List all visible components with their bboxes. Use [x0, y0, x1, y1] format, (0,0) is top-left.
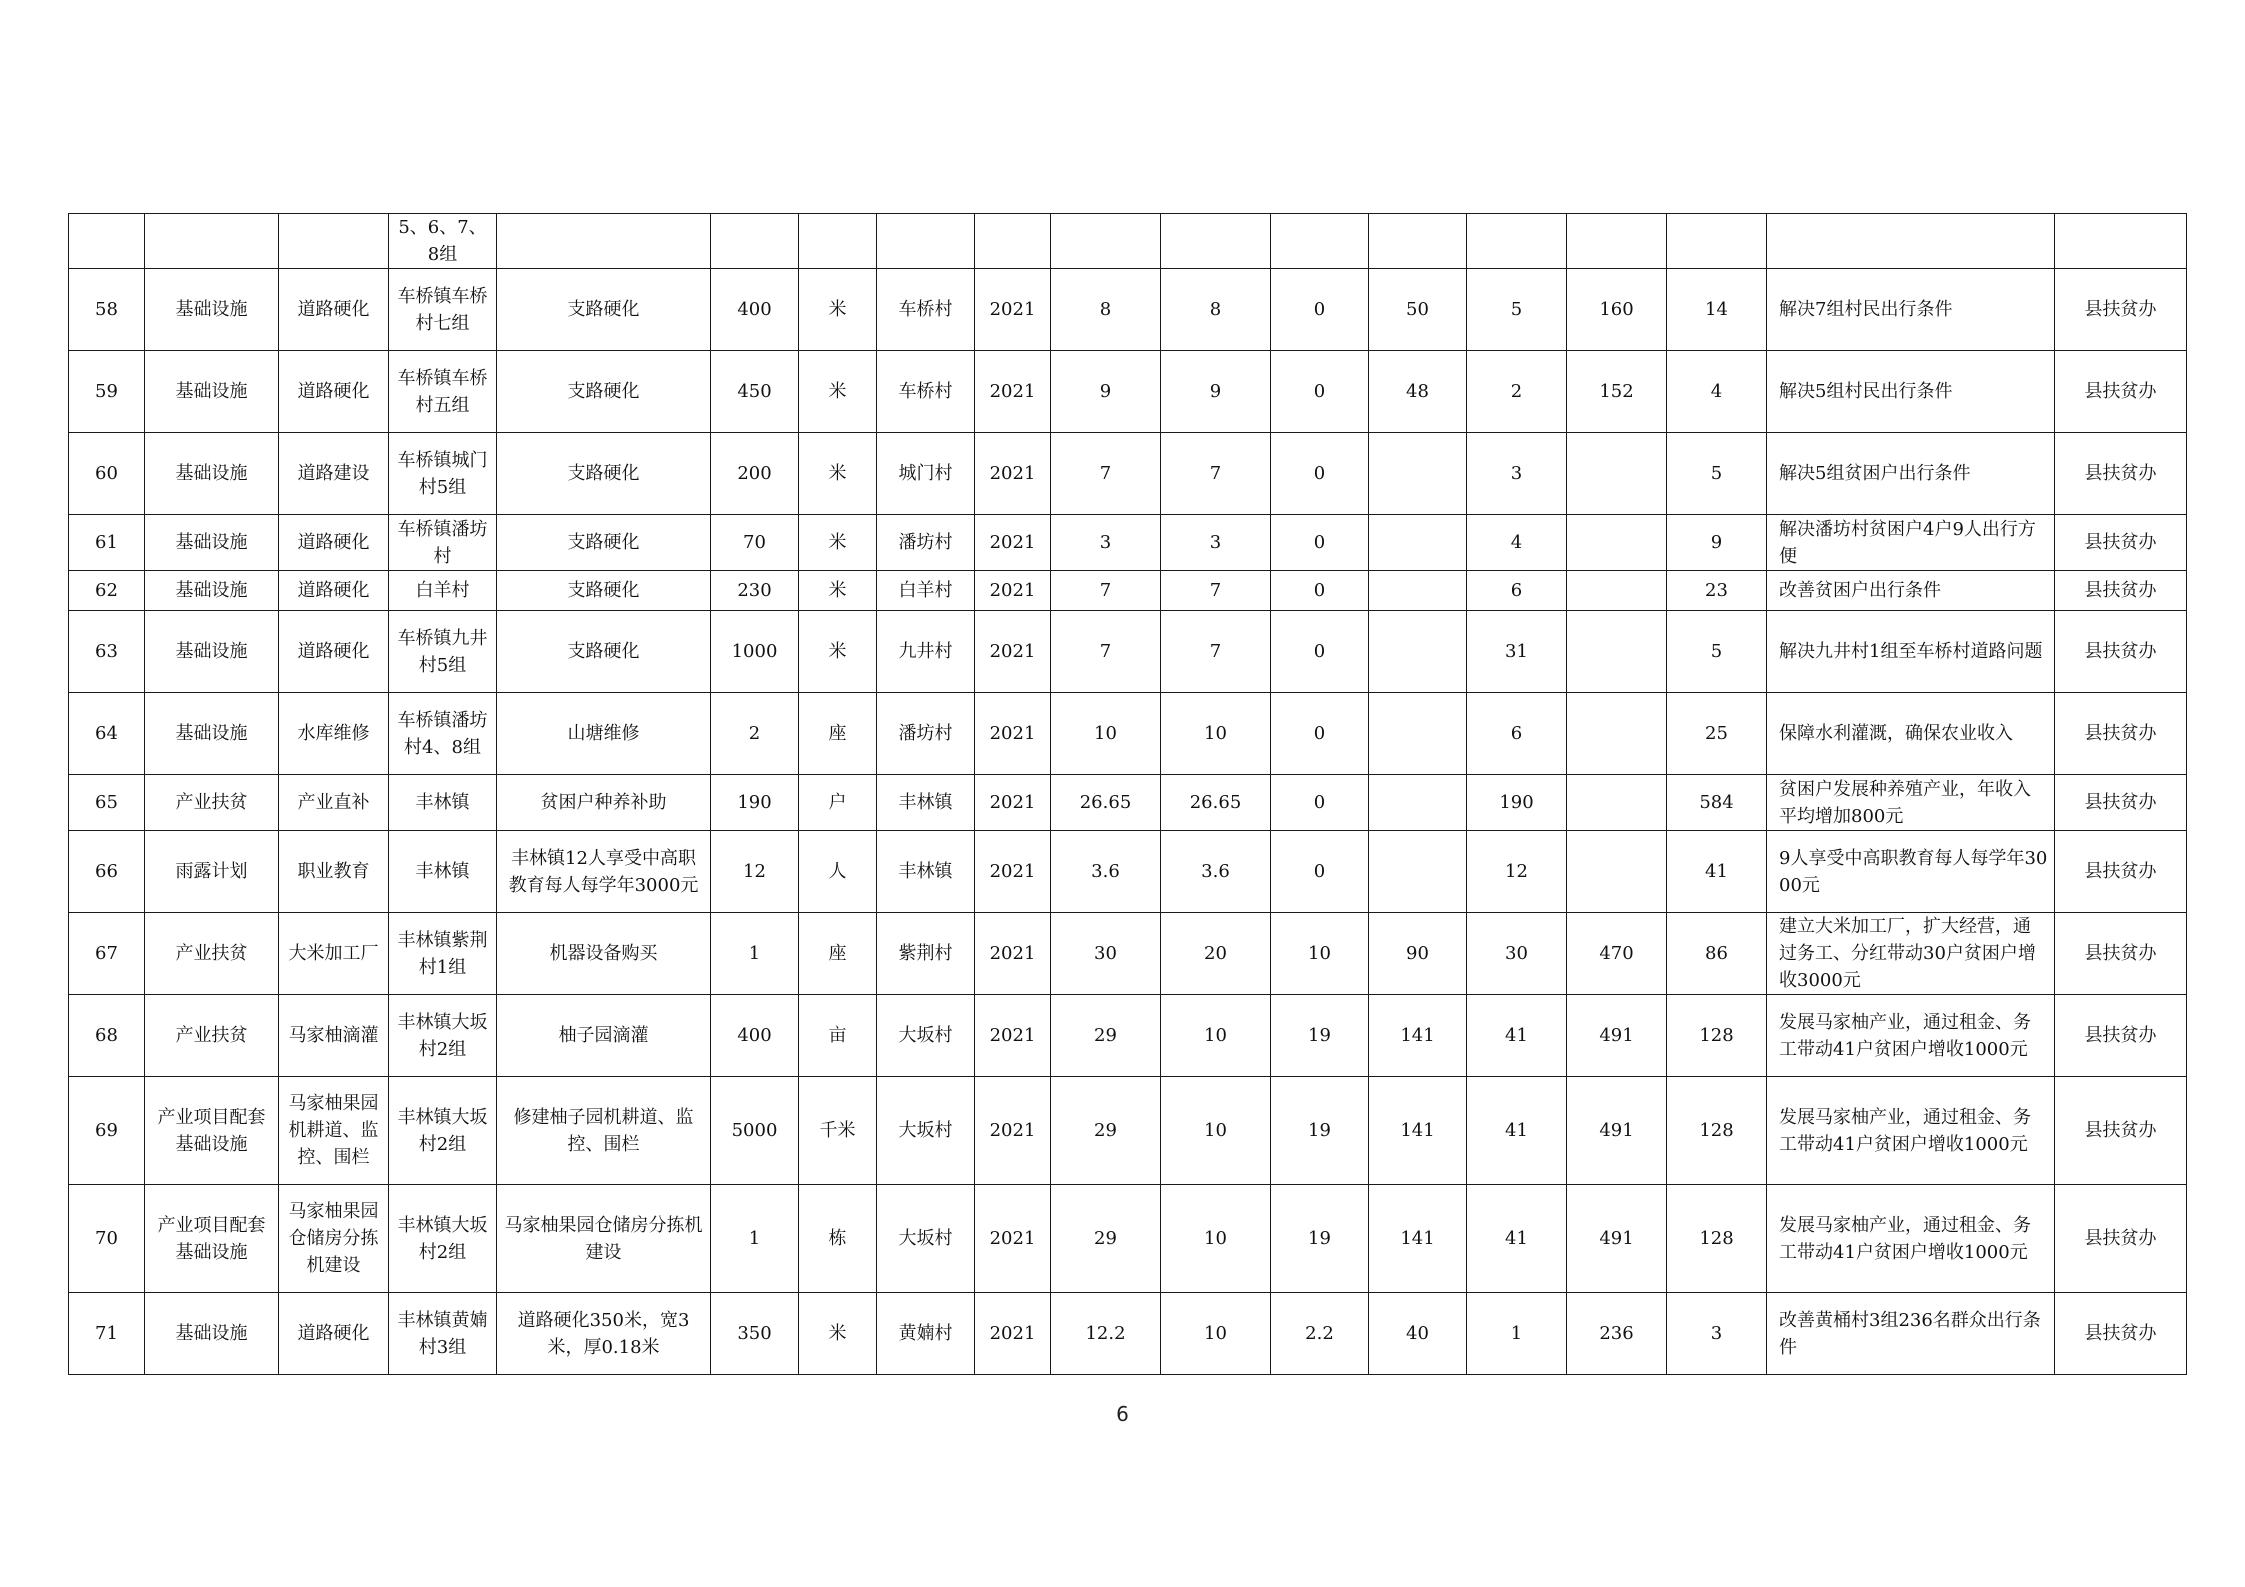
department-cell: 县扶贫办 — [2055, 775, 2187, 831]
department-cell: 县扶贫办 — [2055, 995, 2187, 1077]
fund-b-cell: 0 — [1271, 775, 1369, 831]
effect-cell: 改善黄桶村3组236名群众出行条件 — [1767, 1293, 2055, 1375]
benefit-people-cell — [1567, 693, 1667, 775]
category-cell — [145, 214, 279, 269]
seq-cell: 63 — [69, 611, 145, 693]
department-cell: 县扶贫办 — [2055, 1077, 2187, 1185]
year-cell: 2021 — [975, 571, 1051, 611]
village-cell: 大坂村 — [877, 1077, 975, 1185]
fund-a-cell: 20 — [1161, 913, 1271, 995]
fund-b-cell: 0 — [1271, 611, 1369, 693]
table-row — [69, 1077, 2187, 1185]
year-cell: 2021 — [975, 269, 1051, 351]
unit-cell: 千米 — [799, 1077, 877, 1185]
subcategory-cell: 产业直补 — [279, 775, 389, 831]
benefit-poor-households-cell: 4 — [1467, 515, 1567, 571]
table-row — [69, 433, 2187, 515]
benefit-people-cell: 152 — [1567, 351, 1667, 433]
seq-cell: 71 — [69, 1293, 145, 1375]
location-cell: 车桥镇潘坊村 — [389, 515, 497, 571]
fund-b-cell: 0 — [1271, 351, 1369, 433]
table-row — [69, 693, 2187, 775]
village-cell: 潘坊村 — [877, 693, 975, 775]
benefit-households-cell — [1369, 571, 1467, 611]
scale-cell: 1 — [711, 1185, 799, 1293]
fund-b-cell — [1271, 214, 1369, 269]
benefit-poor-people-cell: 4 — [1667, 351, 1767, 433]
year-cell: 2021 — [975, 995, 1051, 1077]
fund-a-cell: 8 — [1161, 269, 1271, 351]
location-cell: 丰林镇 — [389, 831, 497, 913]
unit-cell: 座 — [799, 913, 877, 995]
unit-cell: 人 — [799, 831, 877, 913]
scale-cell: 200 — [711, 433, 799, 515]
village-cell: 大坂村 — [877, 1185, 975, 1293]
village-cell: 城门村 — [877, 433, 975, 515]
department-cell: 县扶贫办 — [2055, 571, 2187, 611]
table-row — [69, 831, 2187, 913]
table-body — [69, 214, 2187, 1375]
benefit-poor-households-cell: 41 — [1467, 1185, 1567, 1293]
content-cell: 支路硬化 — [497, 611, 711, 693]
benefit-poor-people-cell: 25 — [1667, 693, 1767, 775]
benefit-people-cell — [1567, 515, 1667, 571]
benefit-poor-people-cell — [1667, 214, 1767, 269]
department-cell: 县扶贫办 — [2055, 269, 2187, 351]
table-row — [69, 214, 2187, 269]
total-cell: 12.2 — [1051, 1293, 1161, 1375]
location-cell: 车桥镇九井村5组 — [389, 611, 497, 693]
year-cell: 2021 — [975, 1293, 1051, 1375]
benefit-people-cell: 470 — [1567, 913, 1667, 995]
fund-b-cell: 0 — [1271, 831, 1369, 913]
benefit-households-cell: 90 — [1369, 913, 1467, 995]
unit-cell: 米 — [799, 351, 877, 433]
benefit-people-cell — [1567, 433, 1667, 515]
total-cell: 29 — [1051, 1077, 1161, 1185]
content-cell: 支路硬化 — [497, 351, 711, 433]
content-cell: 山塘维修 — [497, 693, 711, 775]
content-cell — [497, 214, 711, 269]
effect-cell: 改善贫困户出行条件 — [1767, 571, 2055, 611]
location-cell: 车桥镇车桥村五组 — [389, 351, 497, 433]
subcategory-cell: 职业教育 — [279, 831, 389, 913]
benefit-poor-people-cell: 86 — [1667, 913, 1767, 995]
benefit-households-cell — [1369, 775, 1467, 831]
seq-cell: 58 — [69, 269, 145, 351]
category-cell: 基础设施 — [145, 611, 279, 693]
subcategory-cell: 马家柚果园机耕道、监控、围栏 — [279, 1077, 389, 1185]
project-table — [68, 213, 2187, 1375]
location-cell: 丰林镇 — [389, 775, 497, 831]
scale-cell — [711, 214, 799, 269]
seq-cell: 70 — [69, 1185, 145, 1293]
location-cell: 车桥镇城门村5组 — [389, 433, 497, 515]
scale-cell: 190 — [711, 775, 799, 831]
unit-cell: 户 — [799, 775, 877, 831]
seq-cell: 66 — [69, 831, 145, 913]
year-cell: 2021 — [975, 1185, 1051, 1293]
effect-cell: 建立大米加工厂，扩大经营，通过务工、分红带动30户贫困户增收3000元 — [1767, 913, 2055, 995]
fund-b-cell: 19 — [1271, 1077, 1369, 1185]
total-cell: 3 — [1051, 515, 1161, 571]
category-cell: 产业扶贫 — [145, 775, 279, 831]
year-cell: 2021 — [975, 831, 1051, 913]
benefit-poor-households-cell: 190 — [1467, 775, 1567, 831]
seq-cell: 65 — [69, 775, 145, 831]
location-cell: 5、6、7、8组 — [389, 214, 497, 269]
benefit-poor-households-cell — [1467, 214, 1567, 269]
scale-cell: 1000 — [711, 611, 799, 693]
benefit-households-cell: 40 — [1369, 1293, 1467, 1375]
benefit-households-cell — [1369, 433, 1467, 515]
village-cell: 潘坊村 — [877, 515, 975, 571]
year-cell: 2021 — [975, 1077, 1051, 1185]
unit-cell: 米 — [799, 1293, 877, 1375]
benefit-poor-people-cell: 23 — [1667, 571, 1767, 611]
effect-cell: 保障水利灌溉，确保农业收入 — [1767, 693, 2055, 775]
seq-cell: 67 — [69, 913, 145, 995]
category-cell: 产业扶贫 — [145, 913, 279, 995]
total-cell: 30 — [1051, 913, 1161, 995]
table-row — [69, 1185, 2187, 1293]
benefit-people-cell — [1567, 611, 1667, 693]
fund-a-cell: 10 — [1161, 693, 1271, 775]
total-cell: 7 — [1051, 433, 1161, 515]
effect-cell — [1767, 214, 2055, 269]
benefit-people-cell: 160 — [1567, 269, 1667, 351]
benefit-households-cell: 50 — [1369, 269, 1467, 351]
department-cell: 县扶贫办 — [2055, 1185, 2187, 1293]
seq-cell: 69 — [69, 1077, 145, 1185]
benefit-poor-people-cell: 5 — [1667, 611, 1767, 693]
unit-cell: 米 — [799, 571, 877, 611]
scale-cell: 12 — [711, 831, 799, 913]
content-cell: 支路硬化 — [497, 433, 711, 515]
fund-b-cell: 0 — [1271, 693, 1369, 775]
seq-cell: 60 — [69, 433, 145, 515]
fund-b-cell: 10 — [1271, 913, 1369, 995]
benefit-households-cell: 141 — [1369, 995, 1467, 1077]
scale-cell: 450 — [711, 351, 799, 433]
scale-cell: 400 — [711, 995, 799, 1077]
fund-b-cell: 0 — [1271, 515, 1369, 571]
benefit-poor-people-cell: 128 — [1667, 995, 1767, 1077]
total-cell: 3.6 — [1051, 831, 1161, 913]
year-cell: 2021 — [975, 913, 1051, 995]
content-cell: 修建柚子园机耕道、监控、围栏 — [497, 1077, 711, 1185]
unit-cell: 米 — [799, 433, 877, 515]
benefit-households-cell — [1369, 831, 1467, 913]
benefit-poor-people-cell: 128 — [1667, 1077, 1767, 1185]
location-cell: 丰林镇紫荆村1组 — [389, 913, 497, 995]
content-cell: 支路硬化 — [497, 269, 711, 351]
department-cell: 县扶贫办 — [2055, 693, 2187, 775]
village-cell: 白羊村 — [877, 571, 975, 611]
category-cell: 产业扶贫 — [145, 995, 279, 1077]
village-cell: 紫荆村 — [877, 913, 975, 995]
total-cell — [1051, 214, 1161, 269]
content-cell: 道路硬化350米，宽3米，厚0.18米 — [497, 1293, 711, 1375]
category-cell: 基础设施 — [145, 571, 279, 611]
total-cell: 29 — [1051, 1185, 1161, 1293]
fund-a-cell: 9 — [1161, 351, 1271, 433]
total-cell: 7 — [1051, 571, 1161, 611]
benefit-poor-households-cell: 6 — [1467, 571, 1567, 611]
subcategory-cell: 道路建设 — [279, 433, 389, 515]
scale-cell: 230 — [711, 571, 799, 611]
location-cell: 白羊村 — [389, 571, 497, 611]
table-row — [69, 995, 2187, 1077]
seq-cell: 61 — [69, 515, 145, 571]
effect-cell: 解决5组贫困户出行条件 — [1767, 433, 2055, 515]
seq-cell — [69, 214, 145, 269]
effect-cell: 发展马家柚产业，通过租金、务工带动41户贫困户增收1000元 — [1767, 1185, 2055, 1293]
village-cell: 车桥村 — [877, 269, 975, 351]
benefit-people-cell: 236 — [1567, 1293, 1667, 1375]
subcategory-cell: 道路硬化 — [279, 1293, 389, 1375]
fund-a-cell: 10 — [1161, 1077, 1271, 1185]
subcategory-cell: 水库维修 — [279, 693, 389, 775]
unit-cell: 座 — [799, 693, 877, 775]
benefit-households-cell — [1369, 693, 1467, 775]
content-cell: 马家柚果园仓储房分拣机建设 — [497, 1185, 711, 1293]
fund-a-cell — [1161, 214, 1271, 269]
village-cell: 九井村 — [877, 611, 975, 693]
benefit-poor-people-cell: 128 — [1667, 1185, 1767, 1293]
benefit-poor-households-cell: 12 — [1467, 831, 1567, 913]
benefit-poor-households-cell: 41 — [1467, 995, 1567, 1077]
benefit-poor-people-cell: 41 — [1667, 831, 1767, 913]
content-cell: 支路硬化 — [497, 515, 711, 571]
department-cell: 县扶贫办 — [2055, 1293, 2187, 1375]
seq-cell: 59 — [69, 351, 145, 433]
location-cell: 车桥镇潘坊村4、8组 — [389, 693, 497, 775]
benefit-people-cell — [1567, 214, 1667, 269]
category-cell: 基础设施 — [145, 515, 279, 571]
benefit-poor-people-cell: 14 — [1667, 269, 1767, 351]
seq-cell: 68 — [69, 995, 145, 1077]
category-cell: 基础设施 — [145, 269, 279, 351]
total-cell: 26.65 — [1051, 775, 1161, 831]
benefit-people-cell — [1567, 775, 1667, 831]
content-cell: 柚子园滴灌 — [497, 995, 711, 1077]
subcategory-cell: 道路硬化 — [279, 515, 389, 571]
unit-cell: 亩 — [799, 995, 877, 1077]
unit-cell: 米 — [799, 611, 877, 693]
subcategory-cell: 道路硬化 — [279, 571, 389, 611]
benefit-people-cell: 491 — [1567, 1077, 1667, 1185]
subcategory-cell: 道路硬化 — [279, 351, 389, 433]
benefit-households-cell: 141 — [1369, 1077, 1467, 1185]
benefit-poor-people-cell: 584 — [1667, 775, 1767, 831]
scale-cell: 1 — [711, 913, 799, 995]
fund-b-cell: 0 — [1271, 571, 1369, 611]
total-cell: 9 — [1051, 351, 1161, 433]
page-number: 6 — [1116, 1402, 1129, 1426]
benefit-people-cell: 491 — [1567, 995, 1667, 1077]
effect-cell: 解决九井村1组至车桥村道路问题 — [1767, 611, 2055, 693]
benefit-poor-households-cell: 30 — [1467, 913, 1567, 995]
benefit-poor-households-cell: 2 — [1467, 351, 1567, 433]
department-cell: 县扶贫办 — [2055, 351, 2187, 433]
fund-b-cell: 0 — [1271, 269, 1369, 351]
table-row — [69, 515, 2187, 571]
department-cell: 县扶贫办 — [2055, 515, 2187, 571]
benefit-households-cell — [1369, 214, 1467, 269]
village-cell: 黄婻村 — [877, 1293, 975, 1375]
benefit-poor-households-cell: 31 — [1467, 611, 1567, 693]
subcategory-cell: 道路硬化 — [279, 269, 389, 351]
total-cell: 8 — [1051, 269, 1161, 351]
benefit-people-cell: 491 — [1567, 1185, 1667, 1293]
location-cell: 丰林镇大坂村2组 — [389, 1185, 497, 1293]
benefit-people-cell — [1567, 831, 1667, 913]
subcategory-cell — [279, 214, 389, 269]
benefit-poor-households-cell: 1 — [1467, 1293, 1567, 1375]
category-cell: 产业项目配套基础设施 — [145, 1185, 279, 1293]
table-row — [69, 611, 2187, 693]
unit-cell: 栋 — [799, 1185, 877, 1293]
year-cell: 2021 — [975, 693, 1051, 775]
effect-cell: 解决7组村民出行条件 — [1767, 269, 2055, 351]
year-cell: 2021 — [975, 351, 1051, 433]
benefit-households-cell: 141 — [1369, 1185, 1467, 1293]
effect-cell: 9人享受中高职教育每人每学年3000元 — [1767, 831, 2055, 913]
content-cell: 机器设备购买 — [497, 913, 711, 995]
scale-cell: 70 — [711, 515, 799, 571]
category-cell: 产业项目配套基础设施 — [145, 1077, 279, 1185]
category-cell: 基础设施 — [145, 1293, 279, 1375]
fund-b-cell: 0 — [1271, 433, 1369, 515]
unit-cell: 米 — [799, 269, 877, 351]
department-cell — [2055, 214, 2187, 269]
subcategory-cell: 马家柚滴灌 — [279, 995, 389, 1077]
village-cell — [877, 214, 975, 269]
seq-cell: 62 — [69, 571, 145, 611]
benefit-poor-people-cell: 9 — [1667, 515, 1767, 571]
benefit-poor-households-cell: 41 — [1467, 1077, 1567, 1185]
category-cell: 基础设施 — [145, 433, 279, 515]
unit-cell: 米 — [799, 515, 877, 571]
location-cell: 丰林镇大坂村2组 — [389, 995, 497, 1077]
table-row — [69, 775, 2187, 831]
subcategory-cell: 马家柚果园仓储房分拣机建设 — [279, 1185, 389, 1293]
fund-b-cell: 19 — [1271, 995, 1369, 1077]
fund-a-cell: 3 — [1161, 515, 1271, 571]
village-cell: 丰林镇 — [877, 775, 975, 831]
seq-cell: 64 — [69, 693, 145, 775]
category-cell: 雨露计划 — [145, 831, 279, 913]
fund-b-cell: 2.2 — [1271, 1293, 1369, 1375]
subcategory-cell: 大米加工厂 — [279, 913, 389, 995]
content-cell: 丰林镇12人享受中高职教育每人每学年3000元 — [497, 831, 711, 913]
benefit-households-cell: 48 — [1369, 351, 1467, 433]
fund-a-cell: 10 — [1161, 1293, 1271, 1375]
effect-cell: 发展马家柚产业，通过租金、务工带动41户贫困户增收1000元 — [1767, 1077, 2055, 1185]
benefit-households-cell — [1369, 515, 1467, 571]
table-row — [69, 913, 2187, 995]
fund-a-cell: 7 — [1161, 611, 1271, 693]
department-cell: 县扶贫办 — [2055, 913, 2187, 995]
fund-a-cell: 7 — [1161, 433, 1271, 515]
benefit-poor-people-cell: 5 — [1667, 433, 1767, 515]
scale-cell: 5000 — [711, 1077, 799, 1185]
subcategory-cell: 道路硬化 — [279, 611, 389, 693]
year-cell — [975, 214, 1051, 269]
fund-a-cell: 10 — [1161, 1185, 1271, 1293]
location-cell: 丰林镇大坂村2组 — [389, 1077, 497, 1185]
benefit-poor-households-cell: 3 — [1467, 433, 1567, 515]
benefit-poor-households-cell: 6 — [1467, 693, 1567, 775]
department-cell: 县扶贫办 — [2055, 831, 2187, 913]
effect-cell: 解决5组村民出行条件 — [1767, 351, 2055, 433]
scale-cell: 2 — [711, 693, 799, 775]
location-cell: 丰林镇黄婻村3组 — [389, 1293, 497, 1375]
table-row — [69, 1293, 2187, 1375]
fund-a-cell: 26.65 — [1161, 775, 1271, 831]
category-cell: 基础设施 — [145, 693, 279, 775]
department-cell: 县扶贫办 — [2055, 433, 2187, 515]
content-cell: 支路硬化 — [497, 571, 711, 611]
benefit-poor-households-cell: 5 — [1467, 269, 1567, 351]
total-cell: 29 — [1051, 995, 1161, 1077]
village-cell: 车桥村 — [877, 351, 975, 433]
effect-cell: 贫困户发展种养殖产业，年收入平均增加800元 — [1767, 775, 2055, 831]
location-cell: 车桥镇车桥村七组 — [389, 269, 497, 351]
year-cell: 2021 — [975, 611, 1051, 693]
department-cell: 县扶贫办 — [2055, 611, 2187, 693]
table-row — [69, 269, 2187, 351]
total-cell: 10 — [1051, 693, 1161, 775]
category-cell: 基础设施 — [145, 351, 279, 433]
effect-cell: 发展马家柚产业，通过租金、务工带动41户贫困户增收1000元 — [1767, 995, 2055, 1077]
effect-cell: 解决潘坊村贫困户4户9人出行方便 — [1767, 515, 2055, 571]
content-cell: 贫困户种养补助 — [497, 775, 711, 831]
scale-cell: 350 — [711, 1293, 799, 1375]
unit-cell — [799, 214, 877, 269]
benefit-people-cell — [1567, 571, 1667, 611]
fund-a-cell: 7 — [1161, 571, 1271, 611]
village-cell: 大坂村 — [877, 995, 975, 1077]
fund-a-cell: 3.6 — [1161, 831, 1271, 913]
scale-cell: 400 — [711, 269, 799, 351]
year-cell: 2021 — [975, 775, 1051, 831]
fund-a-cell: 10 — [1161, 995, 1271, 1077]
village-cell: 丰林镇 — [877, 831, 975, 913]
fund-b-cell: 19 — [1271, 1185, 1369, 1293]
year-cell: 2021 — [975, 433, 1051, 515]
table-row — [69, 351, 2187, 433]
benefit-households-cell — [1369, 611, 1467, 693]
benefit-poor-people-cell: 3 — [1667, 1293, 1767, 1375]
total-cell: 7 — [1051, 611, 1161, 693]
table-row — [69, 571, 2187, 611]
year-cell: 2021 — [975, 515, 1051, 571]
